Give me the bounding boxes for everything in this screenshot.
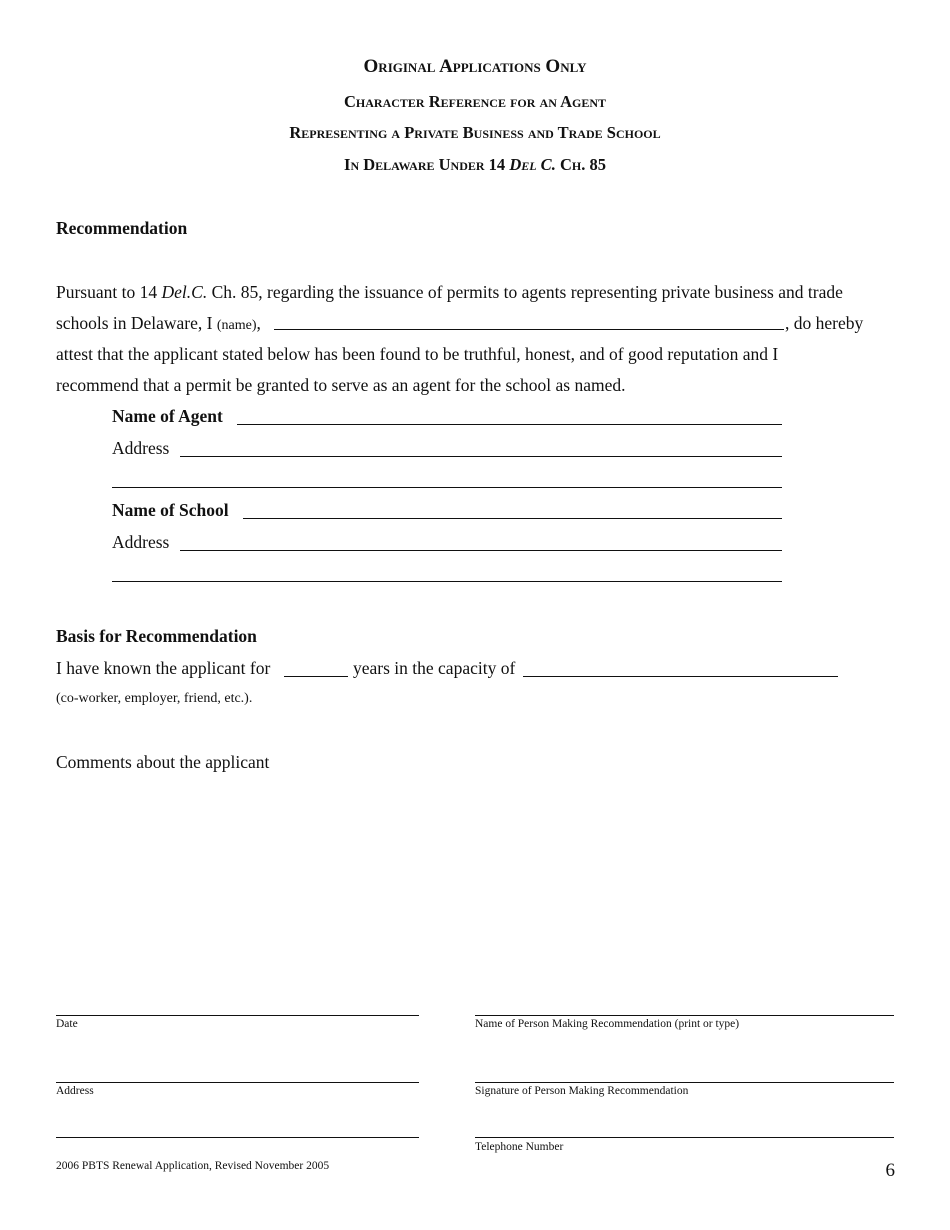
agent-address-field-2[interactable]: [112, 487, 782, 488]
p1-italic: Del.C.: [161, 282, 208, 302]
comments-label: Comments about the applicant: [56, 752, 270, 772]
years-known-field[interactable]: [284, 676, 348, 677]
telephone-line[interactable]: [475, 1137, 894, 1138]
header-subtitle-1: Character Reference for an Agent: [343, 92, 607, 111]
header-line4-italic: Del C.: [509, 155, 556, 174]
recommendation-heading: Recommendation: [56, 218, 188, 238]
header-line4-pre: In Delaware Under 14: [344, 155, 510, 174]
header-subtitle-3: [0, 155, 950, 175]
agent-name-label: Name of Agent: [112, 406, 223, 426]
header-title: Original Applications Only: [363, 56, 587, 77]
address-line-2[interactable]: [56, 1137, 419, 1138]
name-hint: (name): [216, 318, 257, 333]
header-line4-post: Ch. 85: [555, 155, 606, 174]
agent-name-field[interactable]: [237, 424, 782, 425]
capacity-hint: (co-worker, employer, friend, etc.).: [56, 691, 253, 706]
school-address-field-2[interactable]: [112, 581, 782, 582]
school-name-label: Name of School: [112, 500, 229, 520]
address-line[interactable]: [56, 1082, 419, 1083]
p2-b: , do hereby: [785, 313, 864, 333]
p2-comma: ,: [256, 313, 261, 333]
paragraph-line-1: [56, 282, 843, 303]
telephone-label: Telephone Number: [475, 1141, 564, 1153]
known-label-a: I have known the applicant for: [56, 658, 271, 678]
agent-address-label: Address: [112, 438, 170, 458]
recommender-name-field[interactable]: [274, 329, 784, 330]
school-address-field-1[interactable]: [180, 550, 782, 551]
p1-a: Pursuant to 14: [56, 282, 162, 302]
comments-area[interactable]: [56, 785, 894, 1000]
paragraph-line-4: recommend that a permit be granted to serve as an agent for the school as named.: [56, 375, 626, 395]
date-label: Date: [56, 1018, 78, 1030]
name-person-line[interactable]: [475, 1015, 894, 1016]
school-name-field[interactable]: [243, 518, 782, 519]
footer-note: 2006 PBTS Renewal Application, Revised November 2005: [56, 1160, 330, 1172]
known-label-b: years in the capacity of: [353, 658, 516, 678]
basis-heading: Basis for Recommendation: [56, 626, 257, 646]
header-subtitle-2: Representing a Private Business and Trade School: [289, 123, 661, 142]
signature-label: Signature of Person Making Recommendation: [475, 1085, 689, 1097]
agent-address-field-1[interactable]: [180, 456, 782, 457]
p1-b: Ch. 85, regarding the issuance of permits to agents representing private business and trade: [207, 282, 843, 302]
school-address-label: Address: [112, 532, 170, 552]
name-person-label: Name of Person Making Recommendation (print or type): [475, 1018, 740, 1030]
signature-line[interactable]: [475, 1082, 894, 1083]
page-number: 6: [885, 1160, 895, 1181]
p2-a: schools in Delaware, I: [56, 313, 217, 333]
paragraph-line-2: [56, 313, 261, 334]
capacity-field[interactable]: [523, 676, 838, 677]
address-sig-label: Address: [56, 1085, 94, 1097]
date-line[interactable]: [56, 1015, 419, 1016]
paragraph-line-3: attest that the applicant stated below has been found to be truthful, honest, and of good reputation and I: [56, 344, 779, 364]
